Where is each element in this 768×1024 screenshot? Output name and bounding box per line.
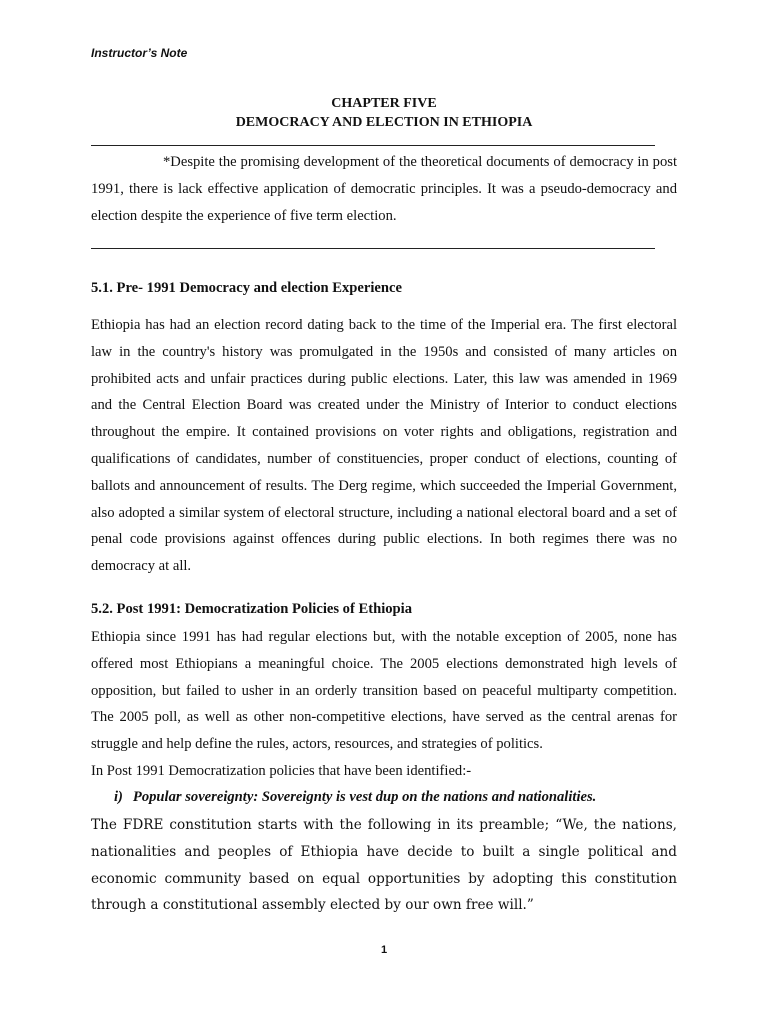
intro-note (91, 149, 677, 229)
section-5-1-body (91, 312, 677, 580)
policy-item-text: Popular sovereignty: Sovereignty is vest dup on the nations and nationalities. (132, 789, 597, 805)
chapter-title (91, 94, 677, 132)
header-note: Instructor’s Note (91, 46, 188, 60)
top-divider (91, 145, 655, 146)
policy-item (114, 789, 596, 806)
section-5-2-heading: 5.2. Post 1991: Democratization Policies of Ethiopia (91, 601, 413, 617)
chapter-heading: DEMOCRACY AND ELECTION IN ETHIOPIA (235, 115, 533, 130)
section-5-1-paragraph: Ethiopia has had an election record dating back to the time of the Imperial era. The first electoral law in the country's history was promulgated in the 1950s and consisted of many articles on prohibited acts and unfair practices during public elections. Later, this law was amended in 1969 and the Central Election Board was created under the Ministry of Interior to conduct elections throughout the empire. It contained provisions on voter rights and obligations, registration and qualifications of candidates, number of constituencies, proper conduct of elections, counting of ballots and announcement of results. The Derg regime, which succeeded the Imperial Government, also adopted a similar system of electoral structure, including a national electoral board and a set of penal code provisions against offences during public elections. In both regimes there was no democracy at all. (91, 317, 677, 575)
bottom-divider (91, 248, 655, 249)
page-number: 1 (380, 944, 388, 956)
intro-text: *Despite the promising development of the theoretical documents of democracy in post 1991, there is lack effective application of democratic principles. It was a pseudo-democracy and election despite the experience of five term election. (91, 154, 677, 224)
constitution-text: The FDRE constitution starts with the following in its preamble; “We, the nations, nationalities and peoples of Ethiopia have decide to built a single political and economic community based on equal opportunities by adopting this constitution through a constitutional assembly elected by our own free will.” (91, 817, 677, 914)
section-5-2-body (91, 624, 677, 785)
policy-item-number: i) (114, 789, 123, 805)
constitution-quote (91, 812, 677, 919)
policies-intro: In Post 1991 Democratization policies that have been identified:- (91, 762, 472, 779)
section-5-2-paragraph: Ethiopia since 1991 has had regular elections but, with the notable exception of 2005, none has offered most Ethiopians a meaningful choice. The 2005 elections demonstrated high levels of opposition, but failed to usher in an orderly transition based on peaceful multiparty competition. The 2005 poll, as well as other non-competitive elections, have served as the central arenas for struggle and help define the rules, actors, resources, and strategies of politics. (91, 629, 677, 753)
section-5-1-heading: 5.1. Pre- 1991 Democracy and election Experience (91, 280, 402, 296)
chapter-number: CHAPTER FIVE (331, 96, 437, 111)
